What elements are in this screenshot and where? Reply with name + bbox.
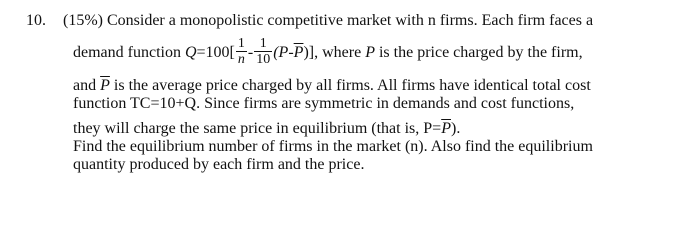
- demand-paren-close: )], where: [303, 44, 366, 62]
- question-line-7: quantity produced by each firm and the price.: [73, 156, 365, 173]
- question-line-4: function TC=10+Q. Since firms are symmetric in demands and cost functions,: [73, 95, 575, 112]
- demand-paren-open: (P-: [273, 44, 294, 62]
- line5-start: they will charge the same price in equilibrium (that is, P=: [73, 120, 442, 137]
- question-line-1: [26, 12, 593, 30]
- fraction-1-n: n: [237, 52, 245, 67]
- fraction-1-over-10: [254, 36, 272, 67]
- demand-minus: -: [247, 44, 254, 62]
- demand-q-symbol: Q: [184, 44, 197, 62]
- demand-prefix: demand function: [73, 44, 185, 62]
- fraction-2-denominator: 10: [256, 52, 271, 67]
- line5-pbar: $\overline{P}$: [441, 120, 451, 137]
- demand-pbar: $\overline{P}$: [293, 44, 304, 62]
- demand-function-line: [73, 38, 583, 69]
- question-line-3: [73, 77, 591, 95]
- line5-end: ).: [450, 120, 461, 137]
- question-intro-text: (15%) Consider a monopolistic competitive market with n firms. Each firm faces a: [63, 12, 594, 29]
- demand-p-symbol: P: [365, 44, 375, 62]
- question-line-6: Find the equilibrium number of firms in the market (n). Also find the equilibrium: [73, 138, 593, 155]
- fraction-1-numerator: 1: [237, 36, 245, 51]
- question-number: 10.: [26, 12, 46, 29]
- demand-equals: =100[: [196, 44, 235, 62]
- question-line-5: [73, 120, 460, 138]
- fraction-1-over-n: [236, 36, 247, 67]
- fraction-2-numerator: 1: [254, 36, 272, 52]
- line3-start: and: [73, 77, 101, 94]
- fraction-1-denominator: [236, 52, 247, 67]
- line3-pbar: $\overline{P}$: [100, 77, 110, 94]
- line3-rest: is the average price charged by all firms. All firms have identical total cost: [109, 77, 591, 94]
- demand-suffix: is the price charged by the firm,: [374, 44, 583, 62]
